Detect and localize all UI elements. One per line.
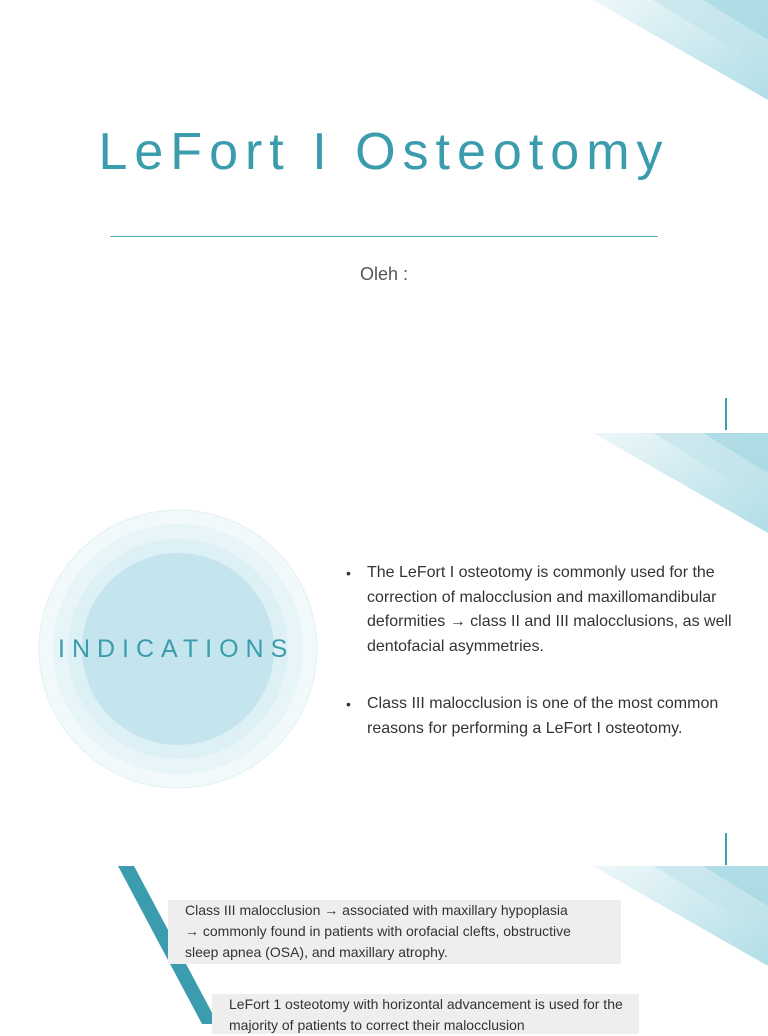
list-item-text: Class III malocclusion is one of the most common reasons for performing a LeFort I osteotomy.: [367, 695, 719, 737]
title-divider: [110, 236, 658, 237]
corner-decoration: [593, 0, 768, 100]
slide-details: [0, 866, 768, 1033]
slide-title: [0, 0, 768, 432]
bullet-marker: •: [346, 696, 351, 712]
corner-decoration: [593, 433, 768, 533]
indications-heading: INDICATIONS: [58, 635, 295, 663]
list-item: [346, 692, 746, 741]
edge-mark: [725, 833, 727, 865]
author-label: Oleh :: [359, 264, 409, 284]
list-item-text: The LeFort I osteotomy is commonly used for the correction of malocclusion and maxillomandibular deformities → class II and III malocclusions, as well dentofacial asymmetries.: [367, 564, 732, 655]
info-box: Class III malocclusion → associated with maxillary hypoplasia → commonly found in patients with orofacial clefts, obstructive sleep apnea (OSA), and maxillary atrophy.: [168, 900, 621, 964]
info-box: LeFort 1 osteotomy with horizontal advancement is used for the majority of patients to correct their malocclusion: [212, 994, 639, 1034]
edge-mark: [725, 398, 727, 430]
slide-indications: [0, 433, 768, 865]
slide-title-text: LeFort I Osteotomy: [98, 123, 670, 181]
list-item: [346, 561, 746, 659]
indications-list: [346, 561, 746, 774]
bullet-marker: •: [346, 565, 351, 581]
